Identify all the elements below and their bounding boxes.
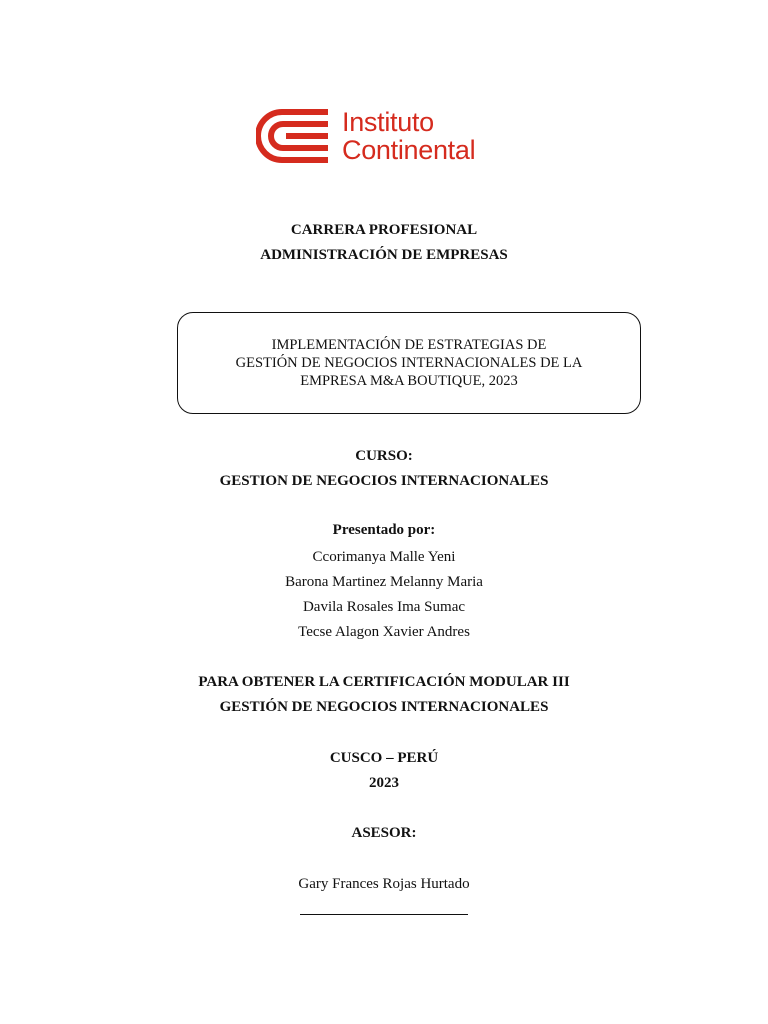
project-title-box — [177, 312, 641, 414]
course-name: GESTION DE NEGOCIOS INTERNACIONALES — [219, 473, 549, 489]
institution-name — [342, 108, 475, 164]
signature-line — [300, 914, 468, 915]
institution-logo — [256, 108, 518, 168]
advisor-label: ASESOR: — [351, 825, 417, 841]
location-place: CUSCO – PERÚ — [329, 750, 439, 766]
logo-line-2: Continental — [342, 135, 476, 165]
certification-line-1: PARA OBTENER LA CERTIFICACIÓN MODULAR III — [198, 674, 570, 690]
author-name: Barona Martinez Melanny Maria — [285, 574, 483, 590]
project-title-line-2: GESTIÓN DE NEGOCIOS INTERNACIONALES DE LA — [235, 355, 583, 371]
author-name: Davila Rosales Ima Sumac — [302, 599, 466, 615]
certification-line-2: GESTIÓN DE NEGOCIOS INTERNACIONALES — [219, 699, 549, 715]
project-title-line-3: EMPRESA M&A BOUTIQUE, 2023 — [300, 373, 518, 389]
continental-c-logo-icon — [256, 108, 332, 164]
presented-by-label: Presentado por: — [332, 522, 436, 538]
career-heading: CARRERA PROFESIONAL — [290, 222, 478, 238]
course-label: CURSO: — [355, 448, 413, 464]
advisor-name: Gary Frances Rojas Hurtado — [298, 876, 470, 892]
author-name: Tecse Alagon Xavier Andres — [298, 624, 470, 640]
career-name: ADMINISTRACIÓN DE EMPRESAS — [260, 247, 508, 263]
author-name: Ccorimanya Malle Yeni — [312, 549, 456, 565]
project-title-line-1: IMPLEMENTACIÓN DE ESTRATEGIAS DE — [271, 337, 547, 353]
logo-line-1: Instituto — [342, 107, 434, 137]
location-year: 2023 — [369, 775, 399, 791]
